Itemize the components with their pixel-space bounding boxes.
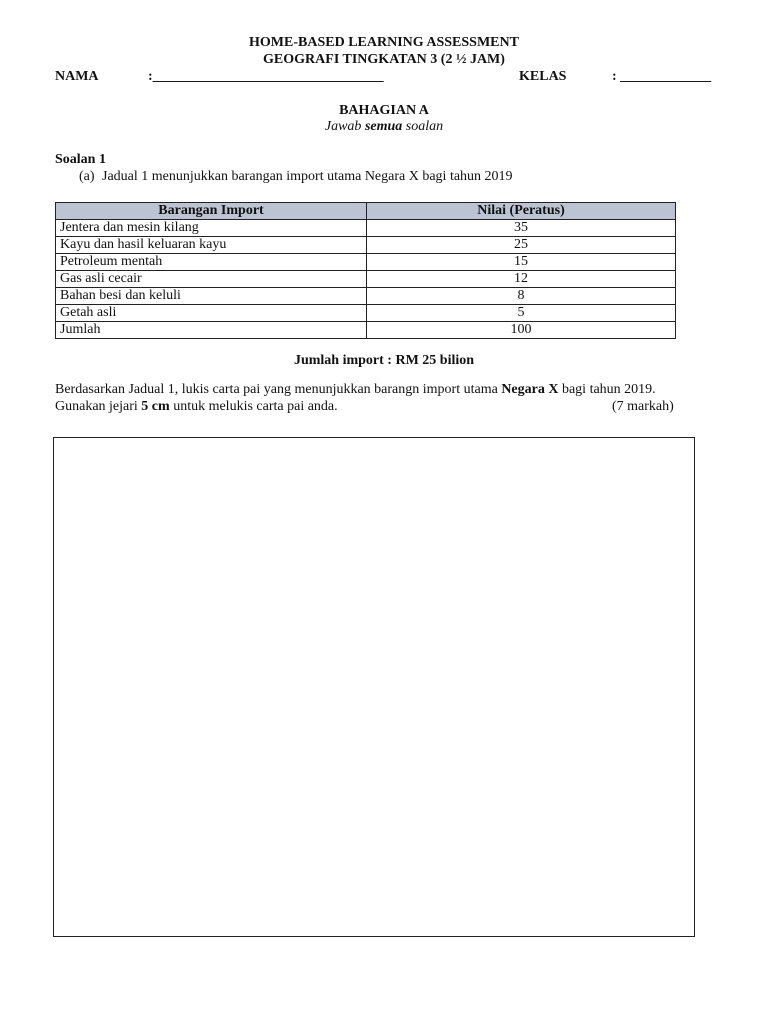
table-total-row: [56, 322, 676, 339]
column-header-item: Barangan Import: [56, 203, 367, 220]
value-cell: 5: [367, 305, 676, 322]
table-row: [56, 220, 676, 237]
value-cell: 12: [367, 271, 676, 288]
section-title: BAHAGIAN A: [339, 103, 429, 118]
question-part-marker: (a): [79, 169, 95, 184]
value-cell: 8: [367, 288, 676, 305]
table-row: [56, 271, 676, 288]
instruction-line1-emphasis: Negara X: [501, 382, 559, 397]
name-label: NAMA: [55, 69, 99, 84]
marks-label: (7 markah): [612, 399, 674, 414]
answer-drawing-box[interactable]: [53, 437, 695, 937]
item-cell: Bahan besi dan keluli: [56, 288, 367, 305]
table-row: [56, 237, 676, 254]
class-field: : _____________: [612, 69, 712, 84]
item-cell: Gas asli cecair: [56, 271, 367, 288]
instruction-text: Jawab: [324, 119, 365, 134]
name-field: :_________________________________: [148, 69, 384, 84]
value-cell: 35: [367, 220, 676, 237]
document-title: HOME-BASED LEARNING ASSESSMENT: [249, 35, 519, 50]
total-label-cell: Jumlah: [56, 322, 367, 339]
table-row: [56, 305, 676, 322]
task-instruction-line2: [55, 399, 338, 415]
instruction-line1-end: bagi tahun 2019.: [558, 382, 656, 397]
column-header-value: Nilai (Peratus): [367, 203, 676, 220]
document-subtitle: GEOGRAFI TINGKATAN 3 (2 ½ JAM): [263, 52, 505, 67]
value-cell: 15: [367, 254, 676, 271]
instruction-line2-emphasis: 5 cm: [141, 399, 170, 414]
value-cell: 25: [367, 237, 676, 254]
table-header-row: [56, 203, 676, 220]
total-value-cell: 100: [367, 322, 676, 339]
table-row: [56, 254, 676, 271]
item-cell: Petroleum mentah: [56, 254, 367, 271]
section-instruction: [0, 119, 768, 135]
class-label: KELAS: [519, 69, 567, 84]
item-cell: Jentera dan mesin kilang: [56, 220, 367, 237]
table-row: [56, 288, 676, 305]
item-cell: Kayu dan hasil keluaran kayu: [56, 237, 367, 254]
import-table: [55, 202, 676, 339]
item-cell: Getah asli: [56, 305, 367, 322]
instruction-text-end: soalan: [402, 119, 444, 134]
total-import-note: Jumlah import : RM 25 bilion: [293, 353, 475, 368]
instruction-line2-text: Gunakan jejari: [55, 399, 142, 414]
question-part-text: Jadual 1 menunjukkan barangan import utama Negara X bagi tahun 2019: [102, 169, 513, 184]
instruction-emphasis: semua: [364, 119, 403, 134]
instruction-line2-end: untuk melukis carta pai anda.: [169, 399, 338, 414]
task-instruction-line1: [55, 382, 656, 398]
instruction-line1-text: Berdasarkan Jadual 1, lukis carta pai yang menunjukkan barangn import utama: [55, 382, 502, 397]
question-label: Soalan 1: [55, 152, 106, 167]
